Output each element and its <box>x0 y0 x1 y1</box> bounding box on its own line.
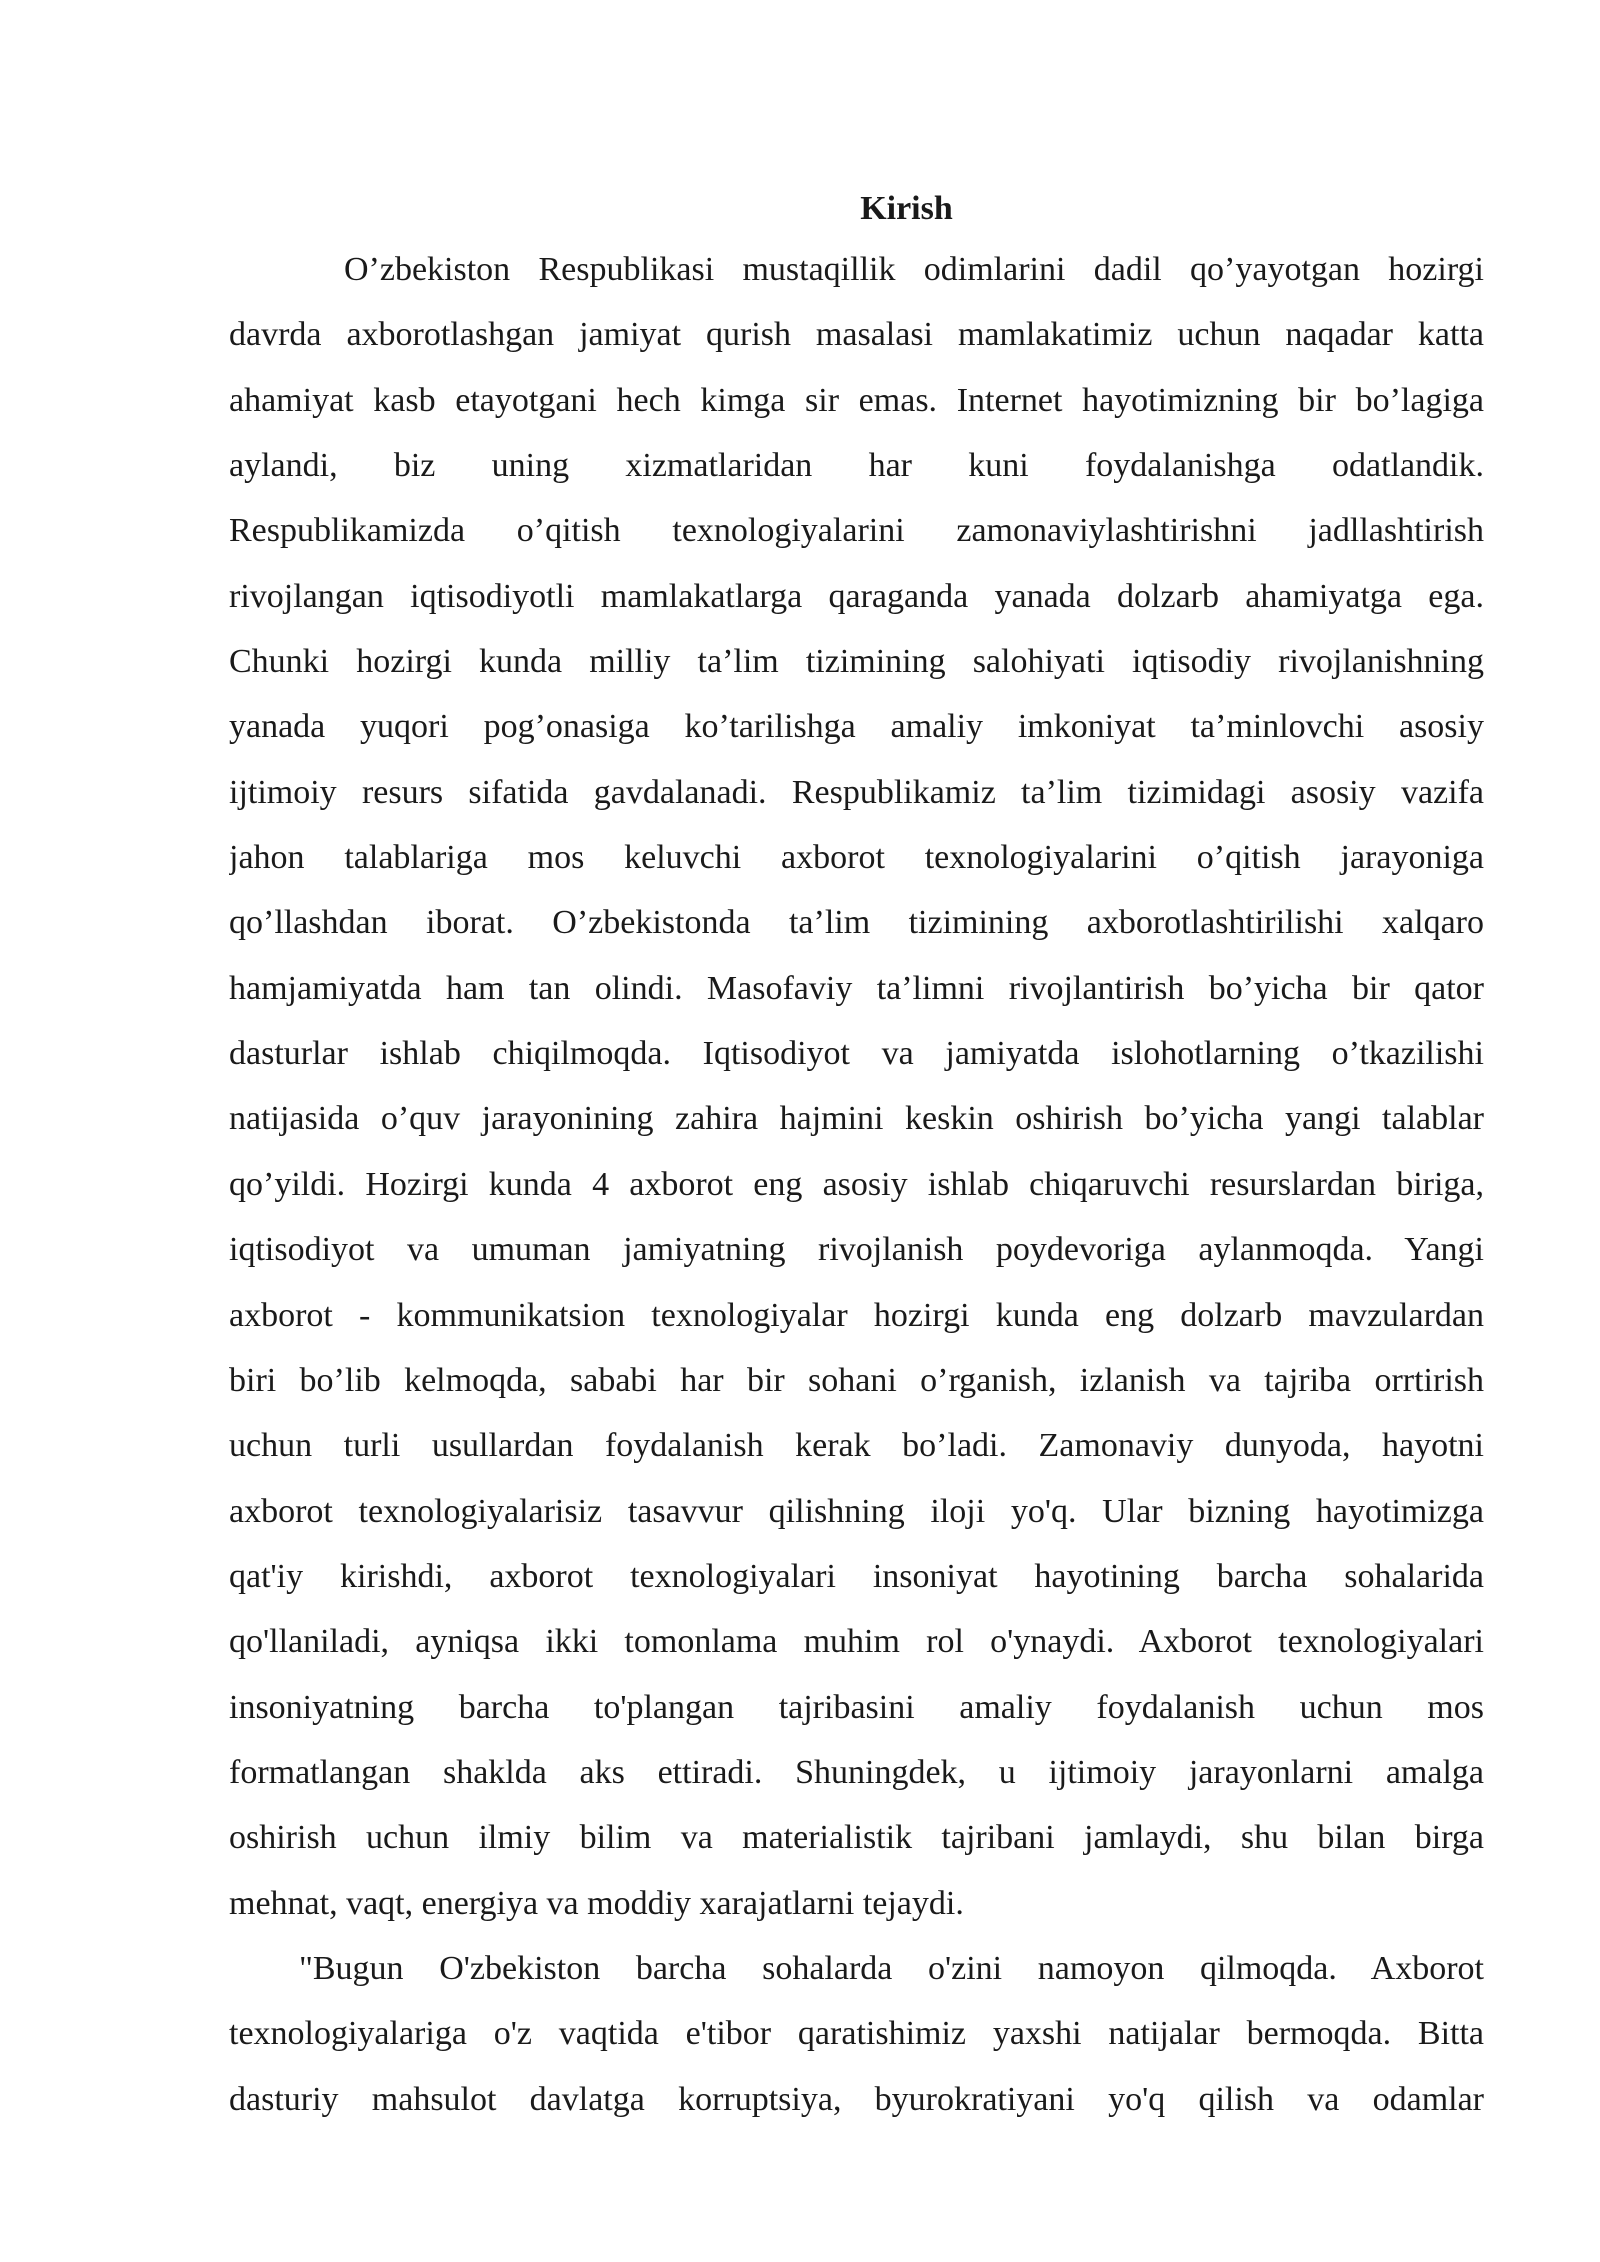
paragraph-line: axborot texnologiyalarisiz tasavvur qilishning iloji yo'q. Ular bizning hayotimizga <box>229 1492 1484 1530</box>
paragraph-line: qo’llashdan iborat. O’zbekistonda ta’lim tizimining axborotlashtirilishi xalqaro <box>229 904 1484 942</box>
paragraph-line: O’zbekiston Respublikasi mustaqillik odimlarini dadil qo’yayotgan hozirgi <box>344 251 1484 288</box>
paragraph-line: ahamiyat kasb etayotgani hech kimga sir emas. Internet hayotimizning bir bo’lagiga <box>229 381 1484 419</box>
paragraph-line: "Bugun O'zbekiston barcha sohalarda o'zini namoyon qilmoqda. Axborot <box>299 1949 1484 1987</box>
paragraph-line: yanada yuqori pog’onasiga ko’tarilishga amaliy imkoniyat ta’minlovchi asosiy <box>229 708 1484 746</box>
paragraph-line: ijtimoiy resurs sifatida gavdalanadi. Respublikamiz ta’lim tizimidagi asosiy vazifa <box>229 773 1484 811</box>
paragraph-line: natijasida o’quv jarayonining zahira hajmini keskin oshirish bo’yicha yangi talablar <box>229 1100 1484 1138</box>
document-title: Kirish <box>860 190 953 227</box>
paragraph-line: qat'iy kirishdi, axborot texnologiyalari insoniyat hayotining barcha sohalarida <box>229 1557 1484 1595</box>
paragraph-line: davrda axborotlashgan jamiyat qurish masalasi mamlakatimiz uchun naqadar katta <box>229 316 1484 354</box>
paragraph-line: dasturiy mahsulot davlatga korruptsiya, byurokratiyani yo'q qilish va odamlar <box>229 2080 1484 2118</box>
paragraph <box>229 237 1484 1936</box>
paragraph-line: qo'llaniladi, ayniqsa ikki tomonlama muhim rol o'ynaydi. Axborot texnologiyalari <box>229 1623 1484 1661</box>
paragraph-line: qo’yildi. Hozirgi kunda 4 axborot eng asosiy ishlab chiqaruvchi resurslardan biriga, <box>229 1165 1484 1203</box>
paragraph-line: jahon talablariga mos keluvchi axborot texnologiyalarini o’qitish jarayoniga <box>229 839 1484 877</box>
paragraph-line: aylandi, biz uning xizmatlaridan har kuni foydalanishga odatlandik. <box>229 447 1484 485</box>
paragraph <box>229 1936 1484 2132</box>
paragraph-line: Chunki hozirgi kunda milliy ta’lim tizimining salohiyati iqtisodiy rivojlanishning <box>229 643 1484 681</box>
paragraph-line: biri bo’lib kelmoqda, sababi har bir sohani o’rganish, izlanish va tajriba orrtirish <box>229 1361 1484 1399</box>
paragraph-line: oshirish uchun ilmiy bilim va materialistik tajribani jamlaydi, shu bilan birga <box>229 1819 1484 1857</box>
paragraph-line: axborot - kommunikatsion texnologiyalar hozirgi kunda eng dolzarb mavzulardan <box>229 1296 1484 1334</box>
paragraph-line: Respublikamizda o’qitish texnologiyalarini zamonaviylashtirishni jadllashtirish <box>229 512 1484 550</box>
paragraph-line: uchun turli usullardan foydalanish kerak bo’ladi. Zamonaviy dunyoda, hayotni <box>229 1427 1484 1465</box>
paragraph-line: mehnat, vaqt, energiya va moddiy xarajatlarni tejaydi. <box>229 1884 964 1922</box>
paragraph-line: dasturlar ishlab chiqilmoqda. Iqtisodiyot va jamiyatda islohotlarning o’tkazilishi <box>229 1035 1484 1073</box>
paragraph-line: rivojlangan iqtisodiyotli mamlakatlarga qaraganda yanada dolzarb ahamiyatga ega. <box>229 577 1484 615</box>
paragraph-line: texnologiyalariga o'z vaqtida e'tibor qaratishimiz yaxshi natijalar bermoqda. Bitta <box>229 2015 1484 2053</box>
paragraph-line: formatlangan shaklda aks ettiradi. Shuningdek, u ijtimoiy jarayonlarni amalga <box>229 1753 1484 1791</box>
paragraphs-container <box>229 237 1484 2132</box>
paragraph-line: hamjamiyatda ham tan olindi. Masofaviy ta’limni rivojlantirish bo’yicha bir qator <box>229 969 1484 1007</box>
document-body <box>229 181 1484 2132</box>
paragraph-line: insoniyatning barcha to'plangan tajribasini amaliy foydalanish uchun mos <box>229 1688 1484 1726</box>
paragraph-line: iqtisodiyot va umuman jamiyatning rivojlanish poydevoriga aylanmoqda. Yangi <box>229 1231 1484 1269</box>
